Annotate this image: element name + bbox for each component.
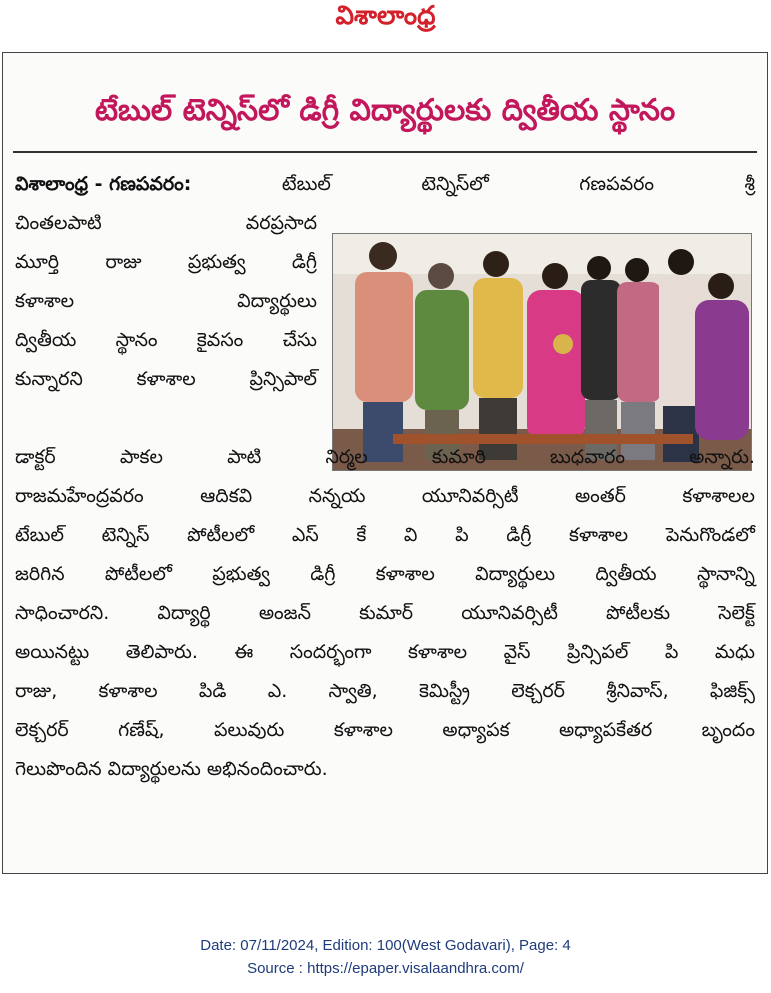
- word: చేసు: [282, 329, 317, 351]
- masthead: [0, 0, 771, 40]
- article-line: [15, 438, 755, 477]
- word: విద్యార్థి: [157, 602, 211, 624]
- footer-source: Source : https://epaper.visalaandhra.com/: [247, 960, 524, 977]
- word: రాజు,: [15, 680, 58, 702]
- word: ఆదికవి: [200, 485, 253, 507]
- word: టెన్నిస్‌లో: [421, 173, 489, 195]
- word: చింతలపాటి: [15, 212, 102, 234]
- article-narrow-column: [15, 204, 317, 399]
- word: నన్నయ: [308, 485, 366, 507]
- word: స్వాతి,: [328, 680, 378, 702]
- word: వరప్రసాద: [245, 212, 317, 234]
- word: లెక్చరర్: [15, 719, 69, 741]
- word: అంతర్: [574, 485, 626, 507]
- word: సాధించారని.: [15, 602, 110, 624]
- word: ద్వితీయ: [595, 563, 657, 585]
- article-line: [15, 282, 317, 321]
- word: అధ్యాపక: [442, 719, 510, 741]
- word: ప్రిన్సిపల్: [566, 641, 629, 663]
- word: డాక్టర్: [15, 446, 56, 468]
- article-line: [15, 711, 755, 750]
- word: కళాశాల: [569, 524, 629, 546]
- article-line: [15, 321, 317, 360]
- word: యూనివర్సిటీ: [461, 602, 558, 624]
- word: ప్రిన్సిపాల్: [249, 368, 317, 390]
- word: పోటీలలో: [187, 524, 255, 546]
- word: పాటి: [227, 446, 262, 468]
- word: కళాశాల: [333, 719, 393, 741]
- article-body: [15, 438, 755, 789]
- word: శ్రీ: [744, 173, 755, 195]
- article-line: [15, 516, 755, 555]
- word: ప్రభుత్వ: [212, 563, 270, 585]
- word: పిడి: [198, 680, 227, 702]
- word: కళాశాలల: [682, 485, 755, 507]
- word: అన్నారు.: [689, 446, 755, 468]
- word: కళాశాల: [407, 641, 468, 663]
- word: పెనుగొండలో: [665, 524, 755, 546]
- word: యూనివర్సిటీ: [421, 485, 519, 507]
- word: రాజు: [105, 251, 142, 273]
- word: తెలిపారు.: [125, 641, 198, 663]
- news-clipping: [2, 52, 768, 874]
- word: గణేష్,: [118, 719, 165, 741]
- word: బృందం: [701, 719, 755, 741]
- word: రాజమహేంద్రవరం: [15, 485, 144, 507]
- word: కళాశాల: [15, 290, 75, 312]
- word: కుమారి: [431, 446, 486, 468]
- word: మధు: [714, 641, 755, 663]
- word: ఫిజిక్స్: [709, 680, 755, 702]
- event-photo: [332, 233, 752, 471]
- word: లెక్చరర్: [511, 680, 565, 702]
- article-line: [15, 243, 317, 282]
- word: టేబుల్: [15, 524, 64, 546]
- article-first-line: [15, 165, 755, 204]
- word: వైస్: [503, 641, 531, 663]
- footer-date: Date: 07/11/2024, Edition: 100(West Godavari), Page: 4: [200, 937, 571, 954]
- article-line: [15, 477, 755, 516]
- word: సెలెక్ట్: [718, 602, 755, 624]
- word: అంజన్: [258, 602, 311, 624]
- word: కళాశాల: [136, 368, 196, 390]
- word: కైవసం: [196, 329, 244, 351]
- word: డిగ్రీ: [506, 524, 532, 546]
- word: పి: [664, 641, 679, 663]
- article-last-line: గెలుపొందిన విద్యార్థులను అభినందించారు.: [15, 758, 328, 780]
- article-line: [15, 633, 755, 672]
- word: విద్యార్థులు: [237, 290, 317, 312]
- article-line: [15, 672, 755, 711]
- word: సందర్భంగా: [289, 641, 372, 663]
- word: కళాశాల: [375, 563, 435, 585]
- event-photo-art: [333, 234, 752, 471]
- word: స్థానం: [115, 329, 158, 351]
- word: కుమార్: [359, 602, 414, 624]
- masthead-logo: విశాలాంధ్ర: [335, 1, 436, 31]
- word: టేబుల్: [281, 173, 331, 195]
- word: కే: [356, 524, 367, 546]
- word: పలువురు: [213, 719, 285, 741]
- word: బుధవారం: [549, 446, 626, 468]
- word: డిగ్రీ: [291, 251, 317, 273]
- word: వి: [403, 524, 418, 546]
- word: కున్నారని: [15, 368, 83, 390]
- word: పి: [455, 524, 469, 546]
- word: కళాశాల: [98, 680, 158, 702]
- word: అయినట్టు: [15, 641, 90, 663]
- article-line: [15, 555, 755, 594]
- word: ఈ: [234, 641, 254, 663]
- article-line: [15, 204, 317, 243]
- article-line: [15, 594, 755, 633]
- word: డిగ్రీ: [310, 563, 336, 585]
- word: శ్రీనివాస్,: [606, 680, 669, 702]
- word: ద్వితీయ: [15, 329, 77, 351]
- word: పోటీలలో: [104, 563, 172, 585]
- word: టెన్నిస్: [101, 524, 150, 546]
- word: పోటీలకు: [606, 602, 671, 624]
- word: ఎస్: [291, 524, 319, 546]
- word: అధ్యాపకేతర: [558, 719, 653, 741]
- dateline: విశాలాంధ్ర - గణపవరం:: [15, 173, 192, 195]
- word: కెమిస్ట్రీ: [418, 680, 471, 702]
- word: ప్రభుత్వ: [187, 251, 246, 273]
- word: పాకల: [119, 446, 163, 468]
- headline-rule: [13, 151, 757, 153]
- word: స్థానాన్ని: [696, 563, 755, 585]
- word: మూర్తి: [15, 251, 60, 273]
- word: నిర్మల: [325, 446, 368, 468]
- word: విద్యార్థులు: [475, 563, 556, 585]
- word: గణపవరం: [579, 173, 654, 195]
- word: ఎ.: [267, 680, 288, 702]
- article-headline: టేబుల్ టెన్నిస్‌లో డిగ్రీ విద్యార్థులకు ద్వితీయ స్థానం: [94, 93, 676, 128]
- word: జరిగిన: [15, 563, 65, 585]
- article-line: [15, 360, 317, 399]
